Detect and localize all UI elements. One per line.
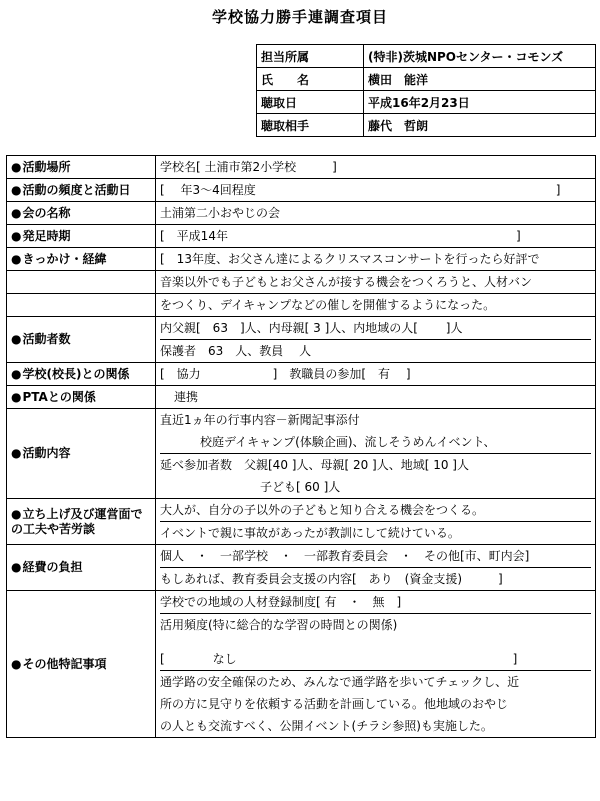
interview-row: [257, 45, 596, 68]
bullet-icon: ●: [11, 389, 22, 404]
label-origin: ●きっかけ・経緯: [7, 248, 156, 271]
row-pta: [7, 386, 596, 409]
label-members: ●活動者数: [7, 317, 156, 363]
row-origin: [7, 248, 596, 271]
interview-label: 聴取日: [257, 91, 364, 114]
bullet-icon: ●: [11, 251, 22, 266]
label-name: ●会の名称: [7, 202, 156, 225]
survey-items-table: [6, 155, 596, 738]
interview-value: 平成16年2月23日: [364, 91, 596, 114]
bullet-icon: ●: [11, 159, 22, 174]
bullet-icon: ●: [11, 205, 22, 220]
value-name: 土浦第二小おやじの会: [156, 202, 596, 225]
interview-row: [257, 114, 596, 137]
value-pta: 連携: [156, 386, 596, 409]
interview-value: 藤代 哲朗: [364, 114, 596, 137]
row-start: [7, 225, 596, 248]
interview-label: 氏 名: [257, 68, 364, 91]
row-content: [7, 409, 596, 499]
interview-row: [257, 68, 596, 91]
row-origin-cont: [7, 271, 596, 294]
label-pta: ●PTAとの関係: [7, 386, 156, 409]
label-place: ●活動場所: [7, 156, 156, 179]
value-place: 学校名[ 土浦市第2小学校 ]: [156, 156, 596, 179]
row-principal: [7, 363, 596, 386]
bullet-icon: ●: [11, 560, 22, 574]
label-empty: [7, 294, 156, 317]
label-start: ●発足時期: [7, 225, 156, 248]
label-operation: ●立ち上げ及び運営面での工夫や苦労談: [7, 499, 156, 545]
value-start: [ 平成14年 ]: [156, 225, 596, 248]
interview-row: [257, 91, 596, 114]
row-frequency: [7, 179, 596, 202]
row-members: [7, 317, 596, 363]
row-other: [7, 591, 596, 738]
value-origin-3: をつくり、デイキャンプなどの催しを開催するようになった。: [156, 294, 596, 317]
value-principal: [ 協力 ] 教職員の参加[ 有 ]: [156, 363, 596, 386]
value-content: 直近1ヵ年の行事内容－新聞記事添付 校庭デイキャンプ(体験企画)、流しそうめんイベント、 延べ参加者数 父親[40 ]人、母親[ 20 ]人、地域[ 10 ]人 子ども[ 60 ]人: [156, 409, 596, 499]
label-content: ●活動内容: [7, 409, 156, 499]
row-origin-cont: [7, 294, 596, 317]
value-other: 学校での地域の人材登録制度[ 有 ・ 無 ] 活用頻度(特に総合的な学習の時間との関係) [ なし ] 通学路の安全確保のため、みんなで通学路を歩いてチェックし、近 所の方に見守りを依頼する活動を計画している。他地域のおやじ の人とも交流すべく、公開イベント(チラシ参照)も実施した。: [156, 591, 596, 738]
row-cost: [7, 545, 596, 591]
interview-value: (特非)茨城NPOセンター・コモンズ: [364, 45, 596, 68]
bullet-icon: ●: [11, 446, 22, 460]
bullet-icon: ●: [11, 332, 22, 346]
document-title: 学校協力勝手連調査項目: [211, 8, 388, 26]
value-members: 内父親[ 63 ]人、内母親[ 3 ]人、内地域の人[ ]人 保護者 63 人、教員 人: [156, 317, 596, 363]
label-principal: ●学校(校長)との関係: [7, 363, 156, 386]
bullet-icon: ●: [11, 656, 22, 671]
row-operation: [7, 499, 596, 545]
value-frequency: [ 年3～4回程度 ]: [156, 179, 596, 202]
bullet-icon: ●: [11, 506, 22, 521]
value-origin-1: [ 13年度、お父さん達によるクリスマスコンサートを行ったら好評で: [156, 248, 596, 271]
label-empty: [7, 271, 156, 294]
label-frequency: ●活動の頻度と活動日: [7, 179, 156, 202]
label-cost: ●経費の負担: [7, 545, 156, 591]
row-name: [7, 202, 596, 225]
row-place: [7, 156, 596, 179]
value-origin-2: 音楽以外でも子どもとお父さんが接する機会をつくろうと、人材バン: [156, 271, 596, 294]
label-other: ●その他特記事項: [7, 591, 156, 738]
bullet-icon: ●: [11, 182, 22, 197]
value-cost: 個人 ・ 一部学校 ・ 一部教育委員会 ・ その他[市、町内会] もしあれば、教育委員会支援の内容[ あり (資金支援) ]: [156, 545, 596, 591]
interview-label: 担当所属: [257, 45, 364, 68]
interview-info-table: [256, 44, 596, 137]
bullet-icon: ●: [11, 366, 22, 381]
interview-label: 聴取相手: [257, 114, 364, 137]
interview-value: 横田 能洋: [364, 68, 596, 91]
bullet-icon: ●: [11, 228, 22, 243]
value-operation: 大人が、自分の子以外の子どもと知り合える機会をつくる。 イベントで親に事故があったが教訓にして続けている。: [156, 499, 596, 545]
